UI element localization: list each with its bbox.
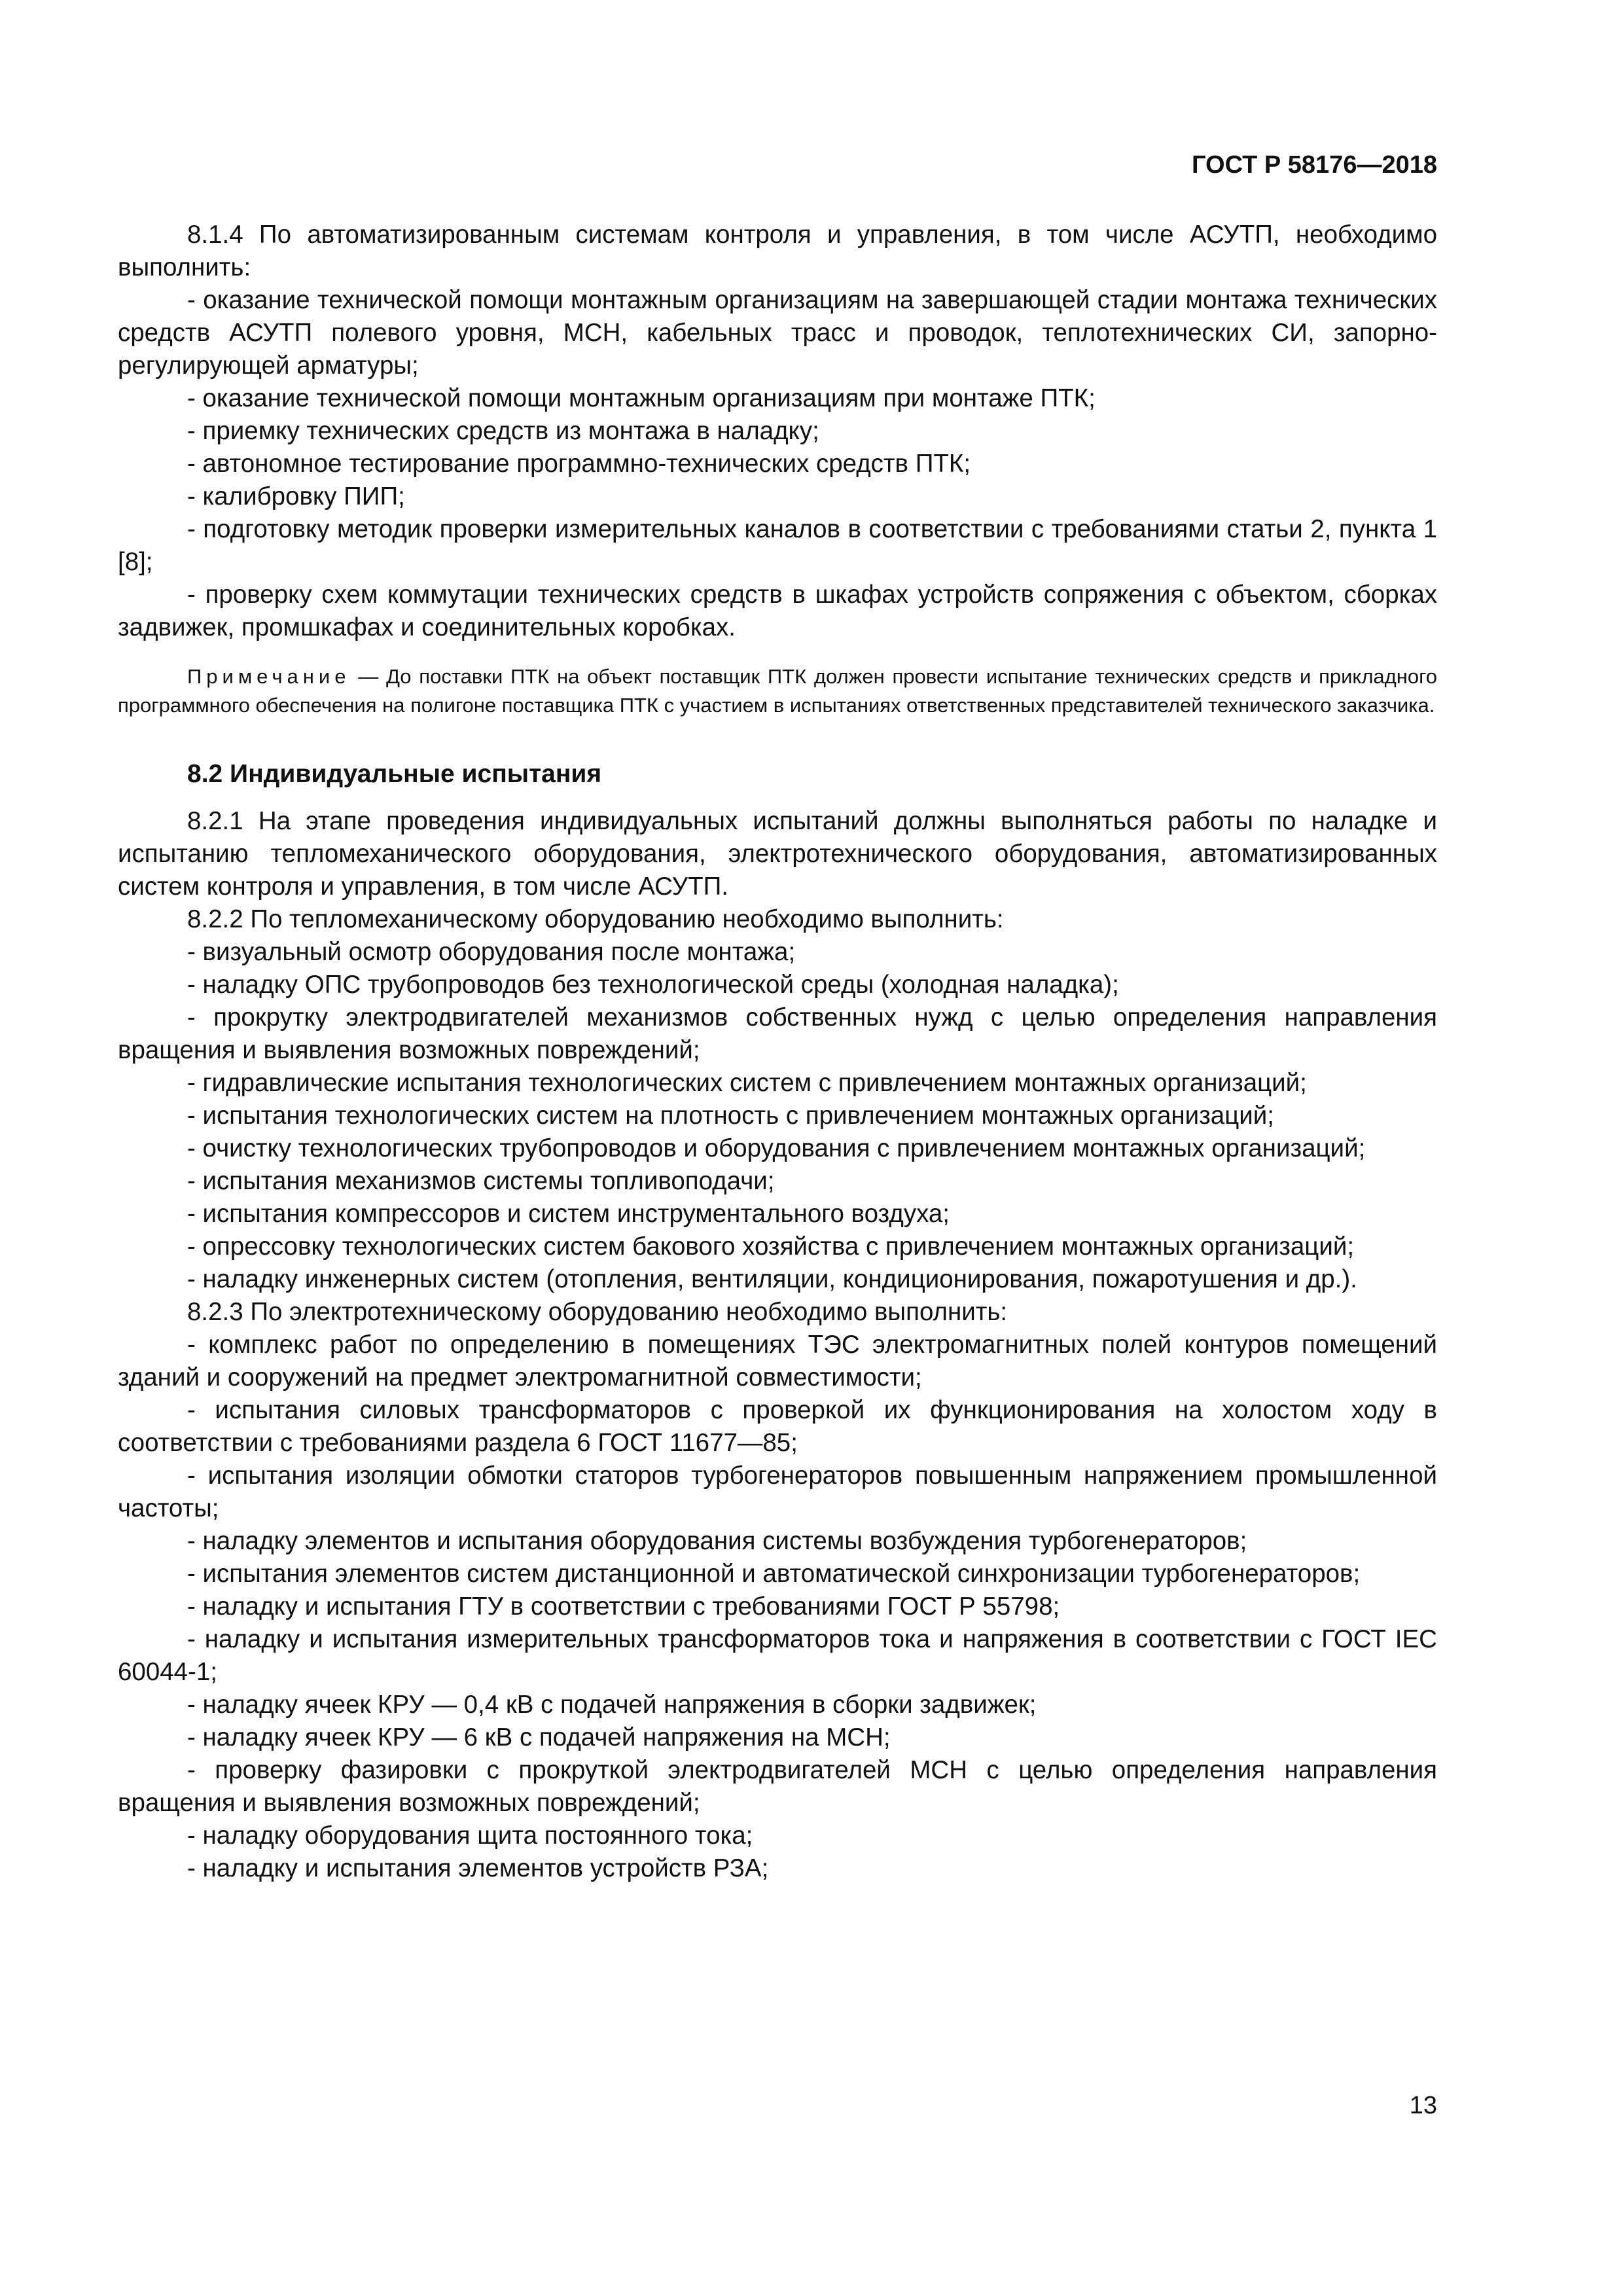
list-item: - испытания технологических систем на плотность с привлечением монтажных организаций; [187,1102,1274,1130]
list-item: - наладку ОПС трубопроводов без технологической среды (холодная наладка); [187,971,1119,999]
note-text: — До поставки ПТК на объект поставщик ПТК должен провести испытание технических средств и прикладного программного обеспечения на полигоне поставщика ПТК с участием в испытаниях ответственных представителей технического заказчика. [118,665,1437,717]
document-header: ГОСТ Р 58176—2018 [1192,151,1437,179]
list-item: - наладку и испытания измерительных трансформаторов тока и напряжения в соответствии с ГОСТ IEC 60044-1; [118,1625,1437,1686]
list-item: - наладку оборудования щита постоянного тока; [187,1821,753,1850]
list-item: - очистку технологических трубопроводов и оборудования с привлечением монтажных организаций; [187,1134,1366,1162]
list-item: - наладку элементов и испытания оборудования системы возбуждения турбогенераторов; [187,1527,1247,1555]
paragraph-8-2-3-intro: 8.2.3 По электротехническому оборудованию необходимо выполнить: [187,1298,1008,1326]
list-item: - опрессовку технологических систем бакового хозяйства с привлечением монтажных организаций; [187,1232,1355,1261]
list-item: - испытания элементов систем дистанционной и автоматической синхронизации турбогенераторов; [187,1560,1361,1588]
page-number: 13 [1409,2092,1437,2119]
list-item: - оказание технической помощи монтажным организациям на завершающей стадии монтажа технических средств АСУТП полевого уровня, МСН, кабельных трасс и проводок, теплотехнических СИ, запорно-регулирующей арматуры; [118,286,1437,380]
list-item: - комплекс работ по определению в помещениях ТЭС электромагнитных полей контуров помещений зданий и сооружений на предмет электромагнитной совместимости; [118,1331,1437,1391]
note-label: Примечание [187,665,351,688]
list-item: - наладку ячеек КРУ — 6 кВ с подачей напряжения на МСН; [187,1723,891,1751]
list-item: - приемку технических средств из монтажа в наладку; [187,417,819,445]
list-item: - испытания механизмов системы топливоподачи; [187,1167,775,1195]
note-paragraph [118,662,1437,720]
list-item: - испытания силовых трансформаторов с проверкой их функционирования на холостом ходу в соответствии с требованиями раздела 6 ГОСТ 11677—85; [118,1396,1437,1457]
paragraph-8-2-2-intro: 8.2.2 По тепломеханическому оборудованию необходимо выполнить: [187,905,1004,933]
list-item: - визуальный осмотр оборудования после монтажа; [187,938,796,966]
list-item: - наладку и испытания ГТУ в соответствии с требованиями ГОСТ Р 55798; [187,1592,1060,1621]
paragraph-8-1-4-intro: 8.1.4 По автоматизированным системам контроля и управления, в том числе АСУТП, необходимо выполнить: [118,221,1437,281]
list-item: - испытания компрессоров и систем инструментального воздуха; [187,1200,950,1228]
list-item: - оказание технической помощи монтажным организациям при монтаже ПТК; [187,384,1096,412]
list-item: - гидравлические испытания технологических систем с привлечением монтажных организаций; [187,1069,1307,1097]
list-item: - подготовку методик проверки измерительных каналов в соответствии с требованиями статьи 2, пункта 1 [8]; [118,515,1437,576]
list-item: - проверку схем коммутации технических средств в шкафах устройств сопряжения с объектом, сборках задвижек, промшкафах и соединительных коробках. [118,581,1437,641]
list-item: - прокрутку электродвигателей механизмов собственных нужд с целью определения направления вращения и выявления возможных повреждений; [118,1003,1437,1064]
document-body [118,219,1437,1885]
list-item: - проверку фазировки с прокруткой электродвигателей МСН с целью определения направления вращения и выявления возможных повреждений; [118,1756,1437,1817]
list-item: - наладку инженерных систем (отопления, вентиляции, кондиционирования, пожаротушения и др.). [187,1265,1357,1293]
section-heading-8-2: 8.2 Индивидуальные испытания [187,760,602,788]
list-item: - наладку и испытания элементов устройств РЗА; [187,1854,769,1882]
list-item: - наладку ячеек КРУ — 0,4 кВ с подачей напряжения в сборки задвижек; [187,1691,1037,1719]
paragraph-8-2-1: 8.2.1 На этапе проведения индивидуальных испытаний должны выполняться работы по наладке и испытанию тепломеханического оборудования, электротехнического оборудования, автоматизированных систем контроля и управления, в том числе АСУТП. [118,807,1437,901]
list-item: - испытания изоляции обмотки статоров турбогенераторов повышенным напряжением промышленной частоты; [118,1462,1437,1522]
list-item: - автономное тестирование программно-технических средств ПТК; [187,450,971,478]
list-item: - калибровку ПИП; [187,482,405,511]
